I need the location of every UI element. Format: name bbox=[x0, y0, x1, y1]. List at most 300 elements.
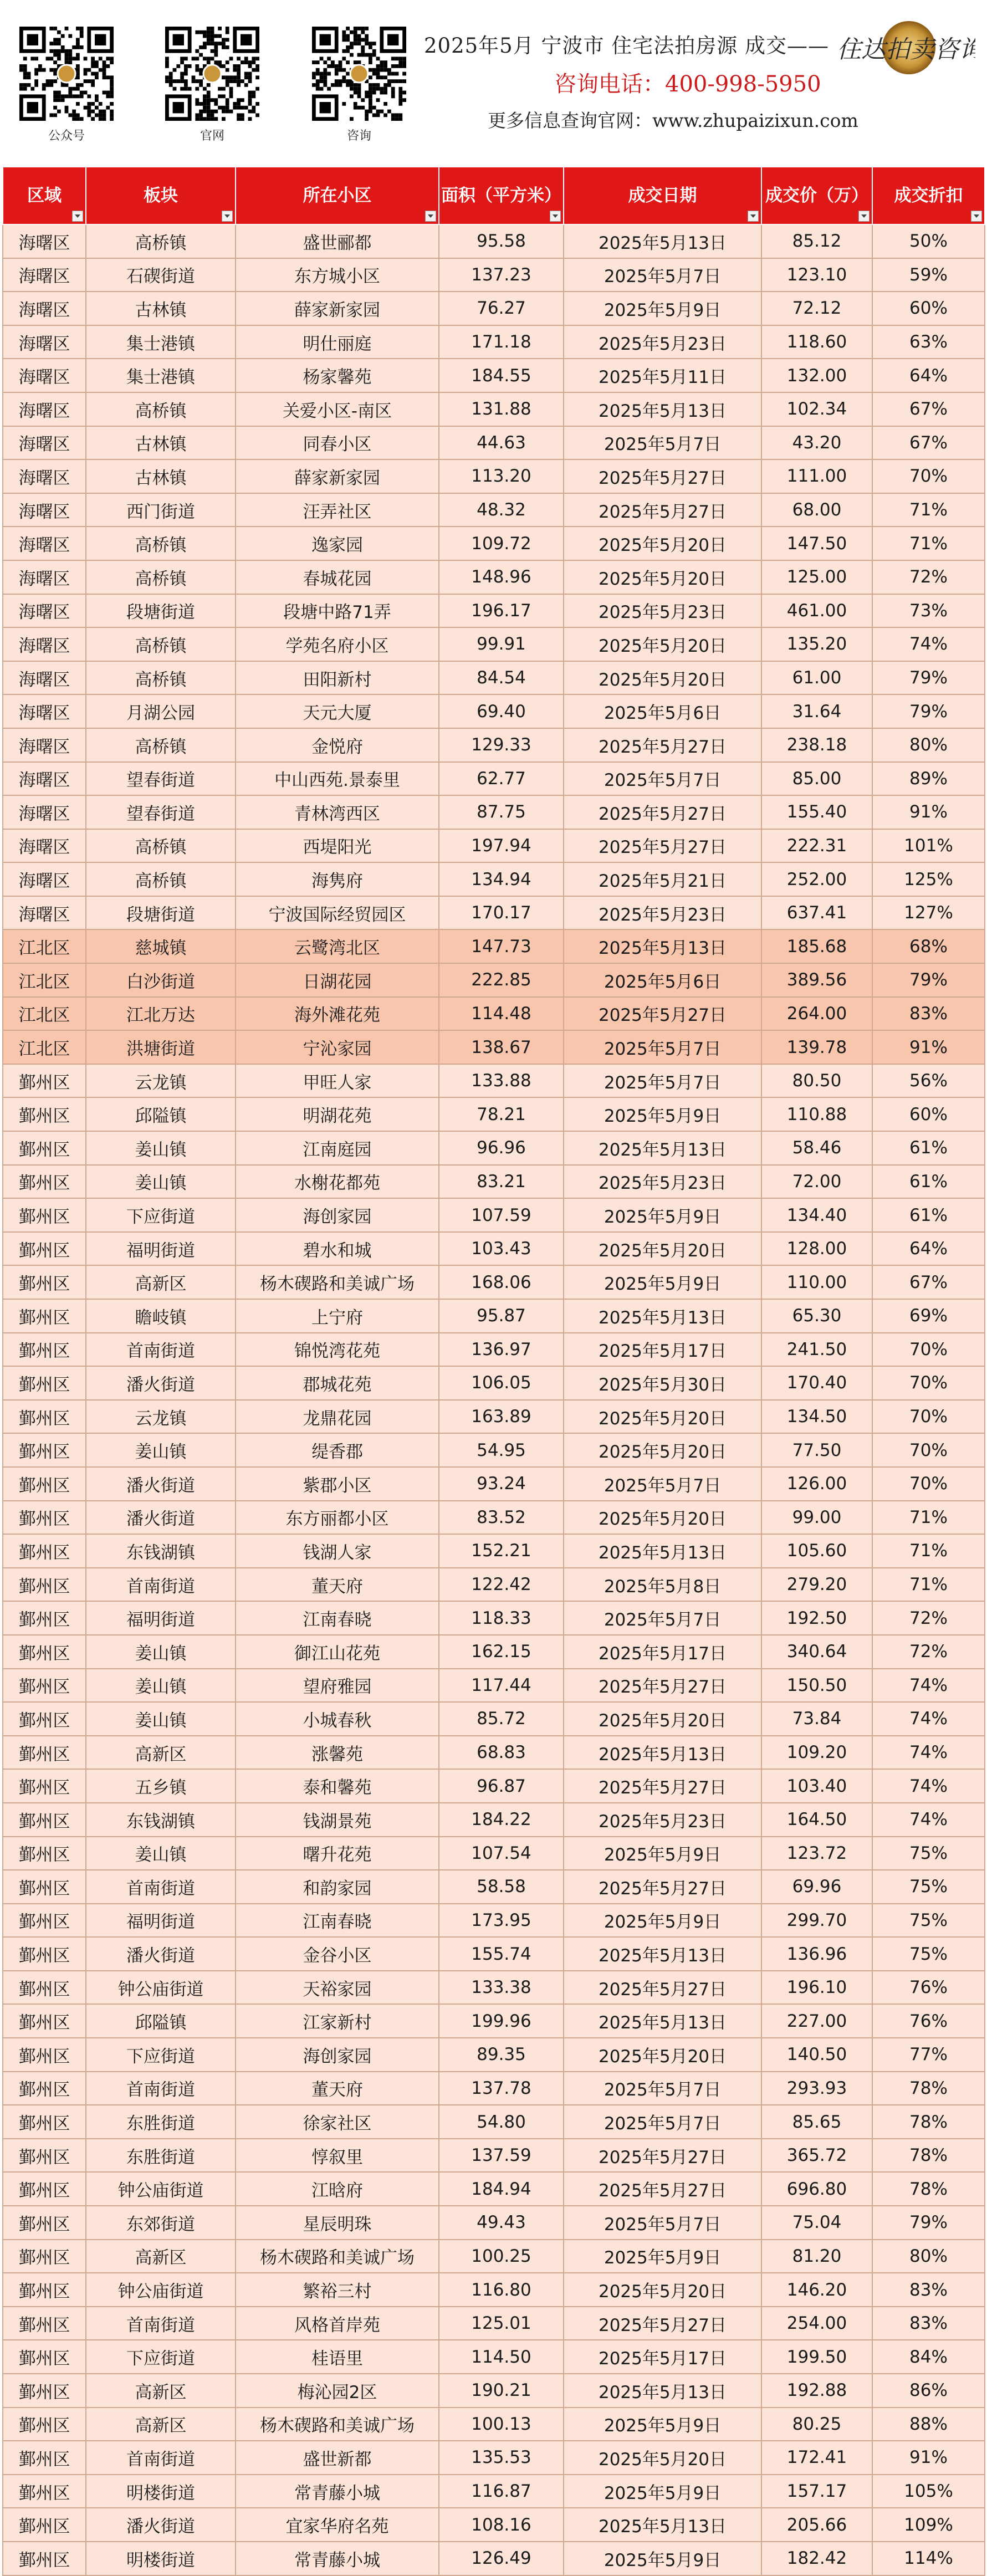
table-cell: 2025年5月20日 bbox=[564, 2273, 761, 2307]
table-cell: 姜山镇 bbox=[86, 1131, 236, 1165]
table-cell: 241.50 bbox=[761, 1333, 872, 1367]
table-cell: 184.94 bbox=[439, 2172, 564, 2206]
table-cell: 2025年5月20日 bbox=[564, 2038, 761, 2072]
table-cell: 薛家新家园 bbox=[236, 292, 439, 325]
table-cell: 2025年5月7日 bbox=[564, 426, 761, 460]
table-cell: 109.72 bbox=[439, 527, 564, 560]
table-cell: 102.34 bbox=[761, 392, 872, 426]
table-cell: 五乡镇 bbox=[86, 1769, 236, 1803]
table-cell: 77% bbox=[872, 2038, 985, 2072]
table-cell: 31.64 bbox=[761, 694, 872, 728]
table-cell: 首南街道 bbox=[86, 1870, 236, 1904]
table-cell: 2025年5月13日 bbox=[564, 1299, 761, 1333]
table-cell: 首南街道 bbox=[86, 2307, 236, 2340]
table-cell: 74% bbox=[872, 627, 985, 661]
svg-text:住达拍卖咨询: 住达拍卖咨询 bbox=[837, 35, 975, 64]
table-cell: 2025年5月13日 bbox=[564, 2374, 761, 2408]
table-cell: 首南街道 bbox=[86, 2441, 236, 2475]
table-cell: 高新区 bbox=[86, 1265, 236, 1299]
table-row bbox=[3, 1501, 985, 1535]
table-cell: 江家新村 bbox=[236, 2004, 439, 2038]
table-cell: 下应街道 bbox=[86, 2340, 236, 2374]
table-cell: 2025年5月27日 bbox=[564, 728, 761, 762]
table-cell: 首南街道 bbox=[86, 2072, 236, 2105]
table-cell: 73% bbox=[872, 594, 985, 628]
table-cell: 2025年5月9日 bbox=[564, 2408, 761, 2441]
table-cell: 钟公庙街道 bbox=[86, 1971, 236, 2005]
table-cell: 461.00 bbox=[761, 594, 872, 628]
table-cell: 85.65 bbox=[761, 2105, 872, 2139]
table-row bbox=[3, 560, 985, 594]
table-cell: 鄞州区 bbox=[3, 1366, 86, 1400]
table-cell: 96.87 bbox=[439, 1769, 564, 1803]
table-cell: 2025年5月9日 bbox=[564, 1904, 761, 1938]
table-cell: 江南春晓 bbox=[236, 1601, 439, 1635]
table-cell: 星辰明珠 bbox=[236, 2206, 439, 2240]
table-cell: 58.58 bbox=[439, 1870, 564, 1904]
table-cell: 83.52 bbox=[439, 1501, 564, 1535]
table-cell: 173.95 bbox=[439, 1904, 564, 1938]
table-cell: 西门街道 bbox=[86, 493, 236, 527]
table-cell: 梅沁园2区 bbox=[236, 2374, 439, 2408]
table-cell: 天裕家园 bbox=[236, 1971, 439, 2005]
table-cell: 43.20 bbox=[761, 426, 872, 460]
table-cell: 田阳新村 bbox=[236, 661, 439, 695]
table-cell: 73.84 bbox=[761, 1702, 872, 1736]
table-cell: 67% bbox=[872, 392, 985, 426]
table-row bbox=[3, 594, 985, 628]
table-cell: 192.88 bbox=[761, 2374, 872, 2408]
table-cell: 123.10 bbox=[761, 258, 872, 292]
table-cell: 2025年5月27日 bbox=[564, 829, 761, 863]
table-cell: 2025年5月6日 bbox=[564, 694, 761, 728]
table-cell: 70% bbox=[872, 1333, 985, 1367]
table-cell: 2025年5月20日 bbox=[564, 627, 761, 661]
table-cell: 365.72 bbox=[761, 2139, 872, 2173]
table-cell: 70% bbox=[872, 459, 985, 493]
table-cell: 118.33 bbox=[439, 1601, 564, 1635]
table-cell: 郡城花苑 bbox=[236, 1366, 439, 1400]
table-cell: 2025年5月9日 bbox=[564, 1837, 761, 1870]
table-cell: 91% bbox=[872, 795, 985, 829]
column-header bbox=[3, 167, 86, 224]
table-cell: 70% bbox=[872, 1433, 985, 1467]
table-cell: 137.78 bbox=[439, 2072, 564, 2105]
table-cell: 2025年5月20日 bbox=[564, 1433, 761, 1467]
table-row bbox=[3, 2307, 985, 2340]
table-cell: 106.05 bbox=[439, 1366, 564, 1400]
table-cell: 132.00 bbox=[761, 359, 872, 392]
table-cell: 155.74 bbox=[439, 1937, 564, 1971]
filter-dropdown-icon[interactable] bbox=[971, 211, 982, 222]
table-cell: 2025年5月13日 bbox=[564, 2004, 761, 2038]
table-cell: 222.85 bbox=[439, 963, 564, 997]
table-row bbox=[3, 1534, 985, 1568]
table-cell: 72% bbox=[872, 1635, 985, 1669]
table-cell: 99.91 bbox=[439, 627, 564, 661]
table-cell: 逸家园 bbox=[236, 527, 439, 560]
table-cell: 71% bbox=[872, 1568, 985, 1602]
table-cell: 明湖花苑 bbox=[236, 1097, 439, 1131]
table-cell: 鄞州区 bbox=[3, 1467, 86, 1501]
table-row bbox=[3, 2004, 985, 2038]
table-cell: 2025年5月11日 bbox=[564, 359, 761, 392]
table-cell: 133.38 bbox=[439, 1971, 564, 2005]
table-cell: 136.97 bbox=[439, 1333, 564, 1367]
table-cell: 姜山镇 bbox=[86, 1669, 236, 1703]
table-cell: 83% bbox=[872, 2307, 985, 2340]
table-cell: 瞻岐镇 bbox=[86, 1299, 236, 1333]
table-cell: 168.06 bbox=[439, 1265, 564, 1299]
table-cell: 56% bbox=[872, 1064, 985, 1098]
table-cell: 2025年5月27日 bbox=[564, 1971, 761, 2005]
table-cell: 2025年5月20日 bbox=[564, 560, 761, 594]
page-title: 2025年5月 宁波市 住宅法拍房源 成交—— bbox=[424, 34, 829, 58]
table-cell: 60% bbox=[872, 1097, 985, 1131]
table-cell: 76% bbox=[872, 1971, 985, 2005]
table-cell: 鄞州区 bbox=[3, 2441, 86, 2475]
table-cell: 340.64 bbox=[761, 1635, 872, 1669]
table-cell: 海曙区 bbox=[3, 493, 86, 527]
table-cell: 徐家社区 bbox=[236, 2105, 439, 2139]
table-cell: 钟公庙街道 bbox=[86, 2172, 236, 2206]
table-cell: 金谷小区 bbox=[236, 1937, 439, 1971]
table-row bbox=[3, 392, 985, 426]
table-cell: 222.31 bbox=[761, 829, 872, 863]
table-cell: 108.16 bbox=[439, 2508, 564, 2542]
qr-official-account[interactable] bbox=[14, 27, 119, 144]
table-row bbox=[3, 2240, 985, 2273]
table-cell: 75% bbox=[872, 1904, 985, 1938]
table-cell: 2025年5月7日 bbox=[564, 762, 761, 796]
table-cell: 高桥镇 bbox=[86, 560, 236, 594]
table-cell: 84% bbox=[872, 2340, 985, 2374]
table-cell: 185.68 bbox=[761, 929, 872, 963]
table-cell: 鄞州区 bbox=[3, 1971, 86, 2005]
table-cell: 2025年5月27日 bbox=[564, 997, 761, 1031]
table-cell: 80% bbox=[872, 2240, 985, 2273]
table-cell: 关爱小区-南区 bbox=[236, 392, 439, 426]
table-row bbox=[3, 1265, 985, 1299]
table-cell: 134.40 bbox=[761, 1198, 872, 1232]
table-cell: 171.18 bbox=[439, 325, 564, 359]
filter-dropdown-icon[interactable] bbox=[222, 211, 233, 222]
table-cell: 78% bbox=[872, 2172, 985, 2206]
table-cell: 136.96 bbox=[761, 1937, 872, 1971]
table-row bbox=[3, 426, 985, 460]
table-cell: 桂语里 bbox=[236, 2340, 439, 2374]
table-cell: 海曙区 bbox=[3, 694, 86, 728]
table-row bbox=[3, 1904, 985, 1938]
table-cell: 78% bbox=[872, 2072, 985, 2105]
table-cell: 汪弄社区 bbox=[236, 493, 439, 527]
table-cell: 75% bbox=[872, 1937, 985, 1971]
table-cell: 望府雅园 bbox=[236, 1669, 439, 1703]
table-cell: 锦悦湾花苑 bbox=[236, 1333, 439, 1367]
table-cell: 85.12 bbox=[761, 224, 872, 258]
table-cell: 御江山花苑 bbox=[236, 1635, 439, 1669]
table-cell: 60% bbox=[872, 292, 985, 325]
table-cell: 龙鼎花园 bbox=[236, 1400, 439, 1434]
table-cell: 鄞州区 bbox=[3, 2105, 86, 2139]
table-cell: 鄞州区 bbox=[3, 1433, 86, 1467]
table-cell: 海曙区 bbox=[3, 795, 86, 829]
table-cell: 61% bbox=[872, 1165, 985, 1199]
table-cell: 62.77 bbox=[439, 762, 564, 796]
table-cell: 79% bbox=[872, 661, 985, 695]
consult-phone[interactable]: 咨询电话：400-998-5950 bbox=[554, 71, 821, 97]
table-cell: 涨馨苑 bbox=[236, 1736, 439, 1770]
table-cell: 44.63 bbox=[439, 426, 564, 460]
table-cell: 古林镇 bbox=[86, 426, 236, 460]
table-cell: 明楼街道 bbox=[86, 2475, 236, 2508]
table-row bbox=[3, 2340, 985, 2374]
table-cell: 100.13 bbox=[439, 2408, 564, 2441]
table-cell: 170.17 bbox=[439, 896, 564, 930]
table-cell: 2025年5月20日 bbox=[564, 1702, 761, 1736]
table-cell: 董天府 bbox=[236, 1568, 439, 1602]
table-cell: 63% bbox=[872, 325, 985, 359]
table-row bbox=[3, 1232, 985, 1266]
table-cell: 264.00 bbox=[761, 997, 872, 1031]
table-cell: 99.00 bbox=[761, 1501, 872, 1535]
table-cell: 下应街道 bbox=[86, 1198, 236, 1232]
column-header-label: 成交折扣 bbox=[894, 185, 963, 206]
table-cell: 107.54 bbox=[439, 1837, 564, 1870]
table-cell: 75% bbox=[872, 1837, 985, 1870]
table-cell: 71% bbox=[872, 1534, 985, 1568]
table-cell: 鄞州区 bbox=[3, 1601, 86, 1635]
table-cell: 79% bbox=[872, 694, 985, 728]
table-cell: 宁波国际经贸园区 bbox=[236, 896, 439, 930]
table-cell: 望春街道 bbox=[86, 795, 236, 829]
table-cell: 段塘街道 bbox=[86, 594, 236, 628]
table-cell: 2025年5月8日 bbox=[564, 1568, 761, 1602]
table-cell: 杨木碶路和美诚广场 bbox=[236, 1265, 439, 1299]
table-row bbox=[3, 1568, 985, 1602]
table-cell: 75% bbox=[872, 1870, 985, 1904]
table-cell: 高桥镇 bbox=[86, 829, 236, 863]
table-cell: 上宁府 bbox=[236, 1299, 439, 1333]
table-cell: 80% bbox=[872, 728, 985, 762]
table-cell: 盛世新都 bbox=[236, 2441, 439, 2475]
page-header bbox=[0, 0, 987, 161]
table-cell: 85.72 bbox=[439, 1702, 564, 1736]
column-header bbox=[564, 167, 761, 224]
table-cell: 74% bbox=[872, 1803, 985, 1837]
table-cell: 东胜街道 bbox=[86, 2105, 236, 2139]
table-cell: 113.20 bbox=[439, 459, 564, 493]
column-header bbox=[236, 167, 439, 224]
table-cell: 洪塘街道 bbox=[86, 1030, 236, 1064]
table-cell: 江北区 bbox=[3, 963, 86, 997]
table-cell: 696.80 bbox=[761, 2172, 872, 2206]
filter-dropdown-icon[interactable] bbox=[550, 211, 561, 222]
column-header-label: 所在小区 bbox=[303, 185, 372, 206]
table-cell: 潘火街道 bbox=[86, 2508, 236, 2542]
table-cell: 鄞州区 bbox=[3, 1198, 86, 1232]
table-cell: 古林镇 bbox=[86, 459, 236, 493]
table-cell: 鄞州区 bbox=[3, 2038, 86, 2072]
column-header-label: 板块 bbox=[144, 185, 178, 206]
table-cell: 95.87 bbox=[439, 1299, 564, 1333]
table-cell: 海曙区 bbox=[3, 426, 86, 460]
table-cell: 114.50 bbox=[439, 2340, 564, 2374]
table-cell: 鄞州区 bbox=[3, 2072, 86, 2105]
qr-caption: 公众号 bbox=[48, 129, 85, 143]
table-cell: 2025年5月21日 bbox=[564, 862, 761, 896]
table-cell: 海创家园 bbox=[236, 1198, 439, 1232]
table-cell: 146.20 bbox=[761, 2273, 872, 2307]
table-cell: 152.21 bbox=[439, 1534, 564, 1568]
table-cell: 71% bbox=[872, 493, 985, 527]
table-cell: 54.95 bbox=[439, 1433, 564, 1467]
filter-dropdown-icon[interactable] bbox=[425, 211, 436, 222]
table-cell: 134.94 bbox=[439, 862, 564, 896]
table-cell: 鄞州区 bbox=[3, 1568, 86, 1602]
table-cell: 137.59 bbox=[439, 2139, 564, 2173]
table-cell: 白沙街道 bbox=[86, 963, 236, 997]
table-cell: 2025年5月9日 bbox=[564, 1265, 761, 1299]
table-cell: 72% bbox=[872, 1601, 985, 1635]
table-row bbox=[3, 896, 985, 930]
table-cell: 227.00 bbox=[761, 2004, 872, 2038]
table-cell: 2025年5月17日 bbox=[564, 1333, 761, 1367]
table-cell: 129.33 bbox=[439, 728, 564, 762]
table-cell: 云龙镇 bbox=[86, 1064, 236, 1098]
table-row bbox=[3, 795, 985, 829]
table-cell: 111.00 bbox=[761, 459, 872, 493]
table-cell: 2025年5月27日 bbox=[564, 795, 761, 829]
table-row bbox=[3, 493, 985, 527]
table-cell: 青林湾西区 bbox=[236, 795, 439, 829]
table-cell: 83.21 bbox=[439, 1165, 564, 1199]
table-cell: 184.55 bbox=[439, 359, 564, 392]
table-cell: 67% bbox=[872, 1265, 985, 1299]
table-cell: 163.89 bbox=[439, 1400, 564, 1434]
table-row bbox=[3, 1769, 985, 1803]
table-row bbox=[3, 1333, 985, 1367]
brand-logo bbox=[831, 20, 975, 81]
table-cell: 91% bbox=[872, 1030, 985, 1064]
filter-dropdown-icon[interactable] bbox=[858, 211, 870, 222]
table-cell: 海隽府 bbox=[236, 862, 439, 896]
table-row bbox=[3, 2139, 985, 2173]
table-cell: 116.80 bbox=[439, 2273, 564, 2307]
table-cell: 80.25 bbox=[761, 2408, 872, 2441]
table-cell: 薛家新家园 bbox=[236, 459, 439, 493]
table-row bbox=[3, 1030, 985, 1064]
table-row bbox=[3, 1971, 985, 2005]
table-cell: 138.67 bbox=[439, 1030, 564, 1064]
table-cell: 董天府 bbox=[236, 2072, 439, 2105]
table-cell: 2025年5月23日 bbox=[564, 896, 761, 930]
table-cell: 2025年5月23日 bbox=[564, 1803, 761, 1837]
table-cell: 潘火街道 bbox=[86, 1937, 236, 1971]
table-row bbox=[3, 1467, 985, 1501]
table-cell: 148.96 bbox=[439, 560, 564, 594]
table-cell: 2025年5月9日 bbox=[564, 1097, 761, 1131]
table-cell: 137.23 bbox=[439, 258, 564, 292]
qr-website[interactable] bbox=[160, 27, 265, 144]
table-cell: 鄞州区 bbox=[3, 1769, 86, 1803]
table-cell: 江北万达 bbox=[86, 997, 236, 1031]
qr-code-icon bbox=[312, 27, 406, 121]
table-cell: 75.04 bbox=[761, 2206, 872, 2240]
filter-dropdown-icon[interactable] bbox=[748, 211, 759, 222]
table-row bbox=[3, 2542, 985, 2575]
qr-consult[interactable] bbox=[306, 27, 412, 144]
table-cell: 67% bbox=[872, 426, 985, 460]
table-cell: 水榭花都苑 bbox=[236, 1165, 439, 1199]
table-cell: 明楼街道 bbox=[86, 2542, 236, 2575]
table-row bbox=[3, 1601, 985, 1635]
table-cell: 126.00 bbox=[761, 1467, 872, 1501]
table-cell: 姜山镇 bbox=[86, 1165, 236, 1199]
table-cell: 鄞州区 bbox=[3, 1165, 86, 1199]
table-cell: 海曙区 bbox=[3, 292, 86, 325]
table-cell: 196.10 bbox=[761, 1971, 872, 2005]
table-cell: 164.50 bbox=[761, 1803, 872, 1837]
table-cell: 鄞州区 bbox=[3, 1803, 86, 1837]
table-cell: 甲旺人家 bbox=[236, 1064, 439, 1098]
table-cell: 东郊街道 bbox=[86, 2206, 236, 2240]
auction-deals-table bbox=[2, 166, 985, 2576]
table-cell: 2025年5月23日 bbox=[564, 594, 761, 628]
table-cell: 64% bbox=[872, 359, 985, 392]
table-cell: 高桥镇 bbox=[86, 728, 236, 762]
table-cell: 姜山镇 bbox=[86, 1702, 236, 1736]
table-cell: 2025年5月17日 bbox=[564, 2340, 761, 2374]
table-cell: 293.93 bbox=[761, 2072, 872, 2105]
table-cell: 2025年5月6日 bbox=[564, 963, 761, 997]
table-cell: 81.20 bbox=[761, 2240, 872, 2273]
table-cell: 83% bbox=[872, 2273, 985, 2307]
website-link[interactable]: 更多信息查询官网：www.zhupaizixun.com bbox=[488, 110, 858, 131]
table-cell: 205.66 bbox=[761, 2508, 872, 2542]
table-cell: 299.70 bbox=[761, 1904, 872, 1938]
table-cell: 2025年5月27日 bbox=[564, 2172, 761, 2206]
table-cell: 61.00 bbox=[761, 661, 872, 695]
table-row bbox=[3, 2038, 985, 2072]
column-header-label: 面积（平方米） bbox=[441, 185, 561, 206]
table-cell: 2025年5月27日 bbox=[564, 459, 761, 493]
qr-code-icon bbox=[19, 27, 114, 121]
table-cell: 147.73 bbox=[439, 929, 564, 963]
table-cell: 鄞州区 bbox=[3, 1534, 86, 1568]
table-cell: 高新区 bbox=[86, 2240, 236, 2273]
table-header-row bbox=[3, 167, 985, 224]
table-cell: 2025年5月27日 bbox=[564, 1769, 761, 1803]
table-cell: 鄞州区 bbox=[3, 2374, 86, 2408]
table-cell: 江南庭园 bbox=[236, 1131, 439, 1165]
table-row bbox=[3, 1702, 985, 1736]
table-cell: 192.50 bbox=[761, 1601, 872, 1635]
table-cell: 2025年5月27日 bbox=[564, 2307, 761, 2340]
table-row bbox=[3, 661, 985, 695]
table-cell: 宁沁家园 bbox=[236, 1030, 439, 1064]
table-cell: 海曙区 bbox=[3, 594, 86, 628]
table-cell: 88% bbox=[872, 2408, 985, 2441]
table-cell: 65.30 bbox=[761, 1299, 872, 1333]
table-row bbox=[3, 1400, 985, 1434]
filter-dropdown-icon[interactable] bbox=[72, 211, 83, 222]
table-cell: 鄞州区 bbox=[3, 1937, 86, 1971]
table-cell: 79% bbox=[872, 2206, 985, 2240]
table-cell: 集士港镇 bbox=[86, 325, 236, 359]
table-cell: 海曙区 bbox=[3, 762, 86, 796]
table-cell: 254.00 bbox=[761, 2307, 872, 2340]
